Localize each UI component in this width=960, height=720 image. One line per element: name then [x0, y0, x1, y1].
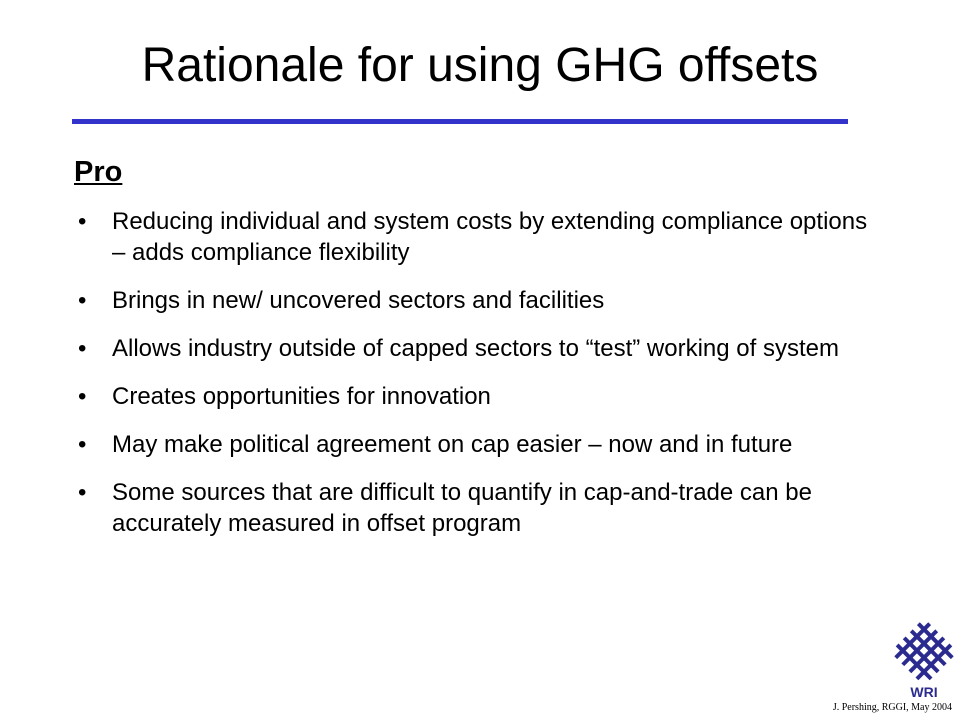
slide-title: Rationale for using GHG offsets: [141, 39, 819, 92]
bullet-list: [72, 206, 872, 556]
bullet-item: [72, 381, 872, 412]
bullet-glyph: •: [78, 431, 87, 458]
logo-wordmark: WRI: [910, 684, 938, 700]
slide-credit: J. Pershing, RGGI, May 2004: [832, 702, 952, 713]
bullet-item: [72, 429, 872, 460]
bullet-item: [72, 285, 872, 316]
bullet-text: Allows industry outside of capped sectors to “test” working of system: [112, 335, 839, 362]
bullet-glyph: •: [78, 335, 87, 362]
bullet-text: May make political agreement on cap easier – now and in future: [112, 431, 793, 458]
bullet-text: Brings in new/ uncovered sectors and facilities: [112, 287, 605, 314]
section-heading: Pro: [74, 156, 123, 188]
bullet-glyph: •: [78, 208, 87, 235]
wri-logo-icon: [894, 622, 954, 682]
bullet-glyph: •: [78, 287, 87, 314]
bullet-text: Creates opportunities for innovation: [112, 383, 491, 410]
title-divider: [72, 119, 848, 124]
bullet-item: [72, 333, 872, 364]
bullet-glyph: •: [78, 383, 87, 410]
bullet-item: [72, 206, 872, 268]
bullet-item: [72, 477, 872, 539]
bullet-text: Reducing individual and system costs by extending compliance options – adds compliance flexibility: [112, 208, 868, 266]
bullet-text: Some sources that are difficult to quantify in cap-and-trade can be accurately measured in offset program: [112, 479, 812, 537]
bullet-glyph: •: [78, 479, 87, 506]
